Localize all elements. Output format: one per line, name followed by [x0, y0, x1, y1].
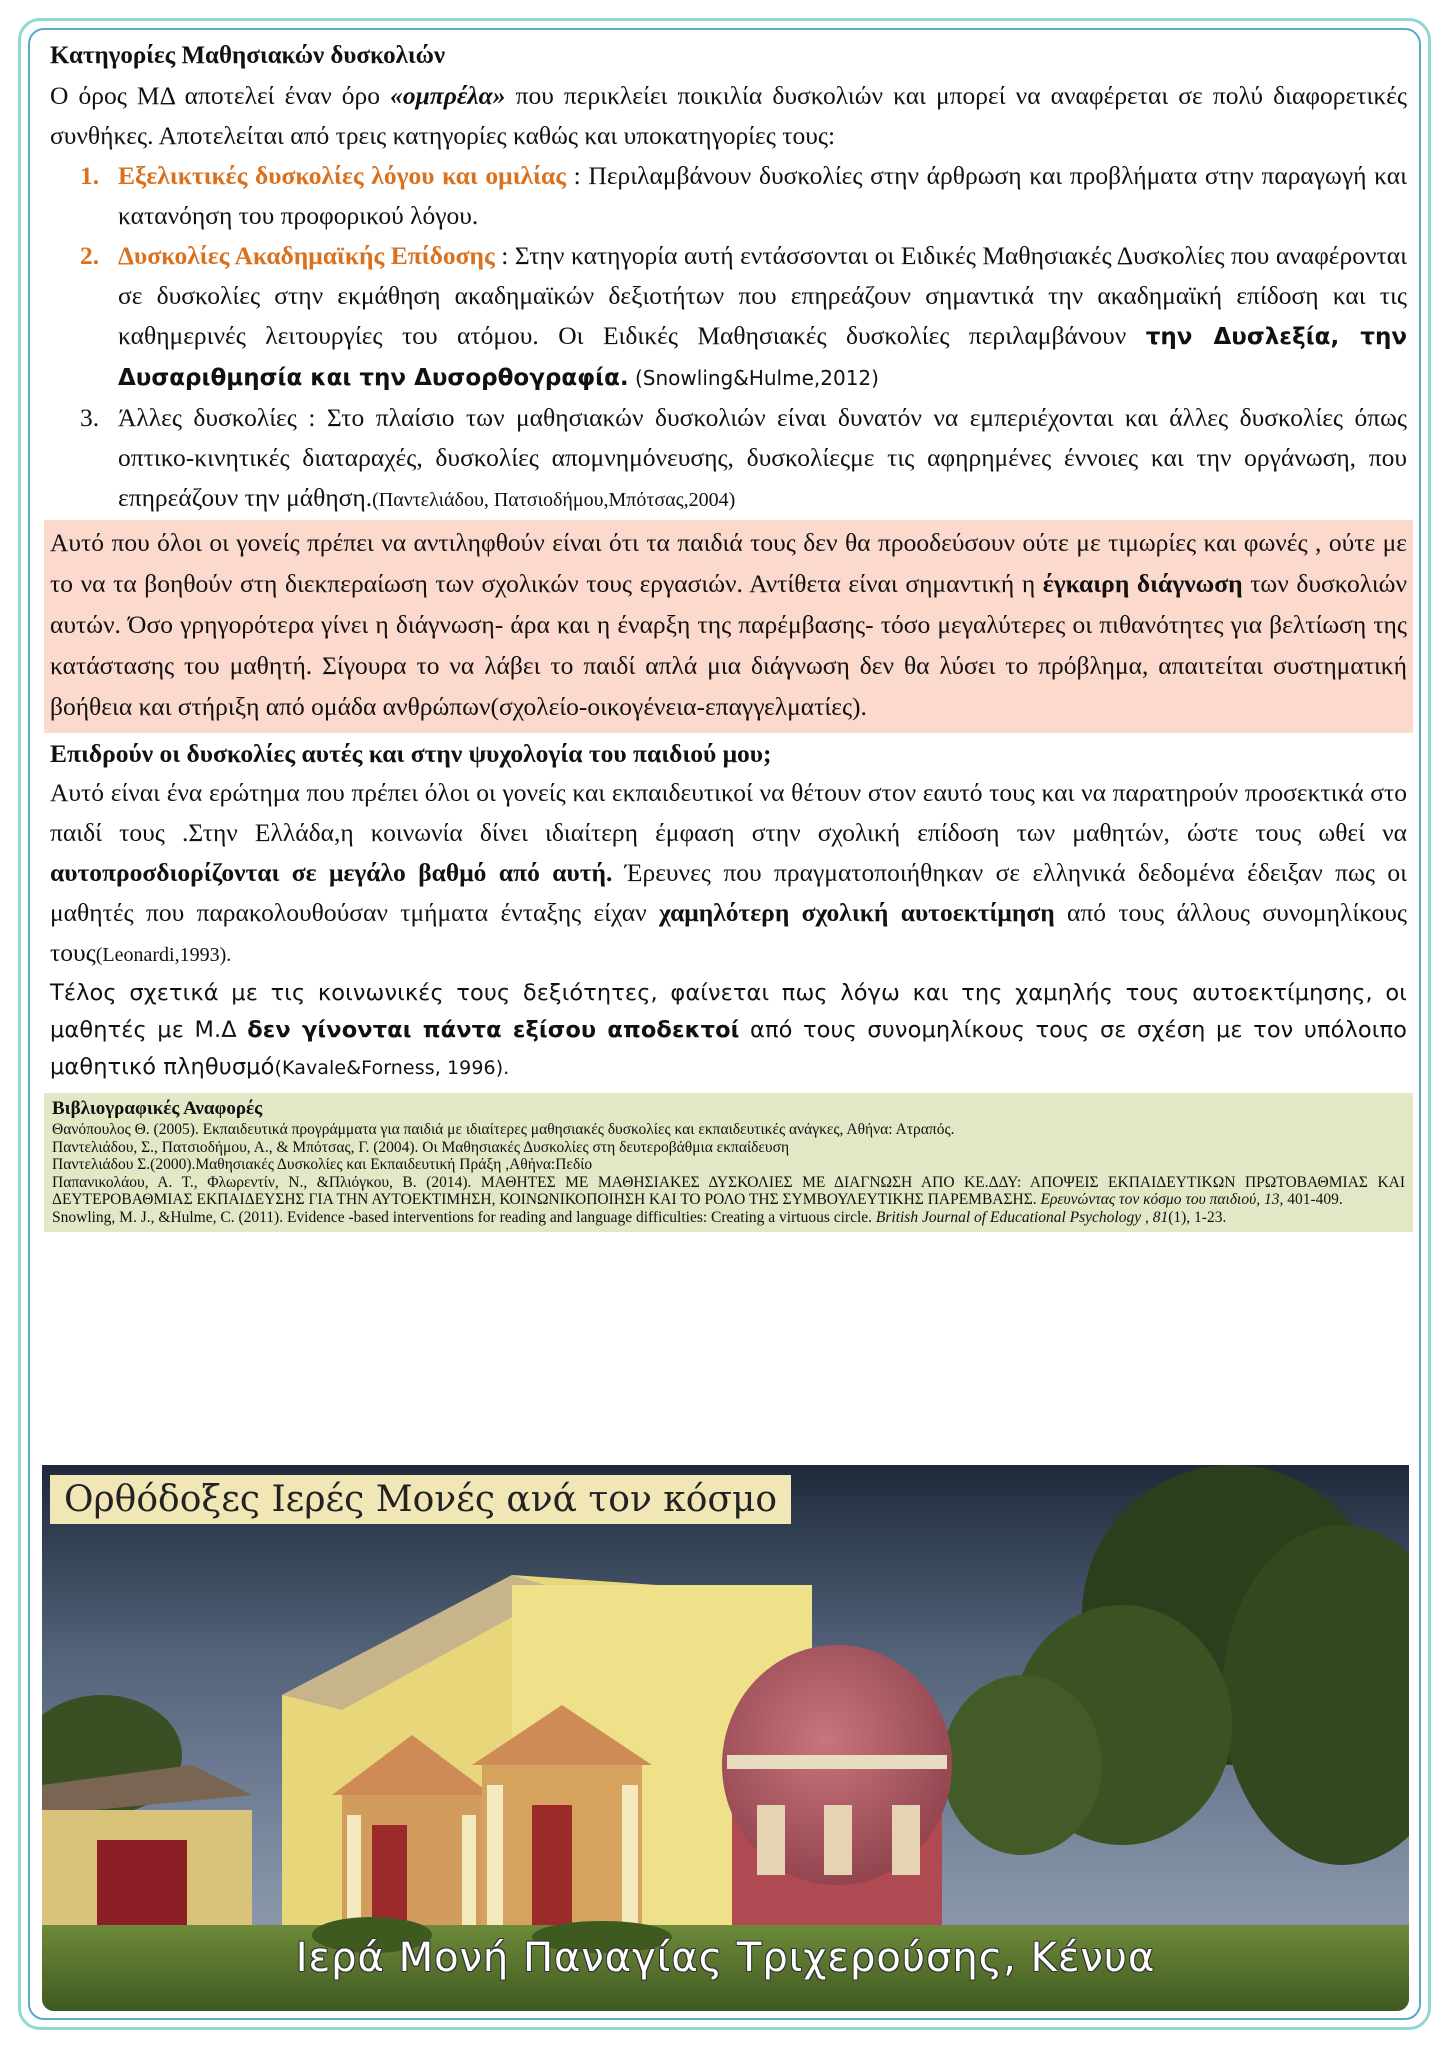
bib-item4-pages: 401-409. [1283, 1191, 1343, 1208]
bibliography-item [52, 1174, 1405, 1209]
list-number: 1. [80, 161, 100, 190]
parents-highlight-box [44, 520, 1413, 733]
list-item-text: : Περιλαμβάνουν δυσκολίες στην άρθρωση και προβλήματα στην παραγωγή και κατανόηση του προφορικού λόγου. [118, 161, 1407, 230]
list-item-reference: (Παντελιάδου, Πατσιοδήμου,Μπότσας,2004) [372, 489, 736, 511]
list-number: 3. [80, 403, 100, 432]
p1-bold-2: χαμηλότερη σχολική αυτοεκτίμηση [659, 898, 1055, 927]
p2-reference: (Kavale&Forness, 1996). [274, 1057, 510, 1079]
highlight-paragraph [50, 522, 1407, 727]
list-item-text: : Στην κατηγορία αυτή εντάσσονται οι Ειδικές Μαθησιακές Δυσκολίες που αναφέρονται σε δυσκολίες στην εκμάθηση ακαδημαϊκών δεξιοτήτων που επηρεάζουν σημαντικά την ακαδημαϊκή επίδοση και τις καθημερινές λειτουργίες του ατόμου. Οι Ειδικές Μαθησιακές δυσκολίες περιλαμβάνουν [118, 241, 1407, 350]
p2-bold: δεν γίνονται πάντα εξίσου αποδεκτοί [247, 1017, 740, 1043]
p2-text-b: από τους συνομηλίκους τους σε σχέση με τον υπόλοιπο μαθητικό πληθυσμό [50, 1017, 1407, 1080]
monastery-illustration [42, 1465, 1409, 2011]
bibliography-title: Βιβλιογραφικές Αναφορές [52, 1098, 263, 1119]
list-item [50, 156, 1407, 236]
section-title-categories: Κατηγορίες Μαθησιακών δυσκολιών [50, 42, 446, 69]
photo-title: Ορθόδοξες Ιερές Μονές ανά τον κόσμο [50, 1475, 791, 1524]
categories-list [50, 156, 1407, 520]
p1-bold-1: αυτοπροσδιορίζονται σε μεγάλο βαθμό από αυτή. [50, 858, 613, 887]
list-item [50, 398, 1407, 520]
p1-reference: (Leonardi,1993). [95, 944, 232, 966]
list-item-bold: την Δυσλεξία, την Δυσαριθμησία και την Δυσορθογραφία. [118, 324, 1407, 391]
bib-item4-text: Παπανικολάου, Α. Τ., Φλωρεντίν, Ν., &Πλιόγκου, Β. (2014). ΜΑΘΗΤΕΣ ΜΕ ΜΑΘΗΣΙΑΚΕΣ ΔΥΣΚΟΛΙΕΣ ΜΕ ΔΙΑΓΝΩΣΗ ΑΠΟ ΚΕ.ΔΔΥ: ΑΠΟΨΕΙΣ ΕΚΠΑΙΔΕΥΤΙΚΩΝ ΠΡΩΤΟΒΑΘΜΙΑΣ ΚΑΙ ΔΕΥΤΕΡΟΒΑΘΜΙΑΣ ΕΚΠΑΙΔΕΥΣΗΣ ΓΙΑ ΤΗΝ ΑΥΤΟΕΚΤΙΜΗΣΗ, ΚΟΙΝΩΝΙΚΟΠΟΙΗΣΗ ΚΑΙ ΤΟ ΡΟΛΟ ΤΗΣ ΣΥΜΒΟΥΛΕΥΤΙΚΗΣ ΠΑΡΕΜΒΑΣΗΣ. [52, 1173, 1405, 1208]
list-item [50, 236, 1407, 398]
highlight-bold: έγκαιρη διάγνωση [1042, 569, 1243, 598]
monastery-photo [42, 1465, 1409, 2011]
p1-text-b: Έρευνες που πραγματοποιήθηκαν σε ελληνικά δεδομένα έδειξαν πως οι μαθητές που παρακολουθούσαν τμήματα ένταξης είχαν [50, 858, 1407, 927]
p1-text-a: Αυτό είναι ένα ερώτημα που πρέπει όλοι οι γονείς και εκπαιδευτικοί να θέτουν στον εαυτό τους και να παρατηρούν προσεκτικά στο παιδί τους .Στην Ελλάδα,η κοινωνία δίνει ιδιαίτερη έμφαση στην σχολική επίδοση των μαθητών, ώστε τους ωθεί να [50, 778, 1407, 847]
bibliography-item: Παντελιάδου Σ.(2000).Μαθησιακές Δυσκολίες και Εκπαιδευτική Πράξη ,Αθήνα:Πεδίο [52, 1156, 593, 1173]
bib-item4-journal: Ερευνώντας τον κόσμο του παιδιού, 13, [1040, 1191, 1284, 1208]
bibliography-item [52, 1209, 1405, 1227]
intro-emphasis: «ομπρέλα» [390, 81, 506, 110]
intro-text-a: Ο όρος ΜΔ αποτελεί έναν όρο [50, 81, 391, 110]
list-item-text: Άλλες δυσκολίες : Στο πλαίσιο των μαθησιακών δυσκολιών είναι δυνατόν να εμπεριέχονται και άλλες δυσκολίες όπως οπτικο-κινητικές διαταραχές, δυσκολίες απομνημόνευσης, δυσκολίεςμε τις αφηρημένες έννοιες και την οργάνωση, που επηρεάζουν την μάθηση. [118, 403, 1407, 512]
list-item-reference: (Snowling&Hulme,2012) [628, 366, 879, 390]
p1-text-c: από τους άλλους συνομηλίκους τους [50, 898, 1407, 967]
bibliography-box [44, 1093, 1413, 1232]
bib-item5-journal: British Journal of Educational Psychology , 81 [875, 1208, 1169, 1226]
highlight-text-b: των δυσκολιών αυτών. Όσο γρηγορότερα γίνει η διάγνωση- άρα και η έναρξη της παρέμβασης- τόσο μεγαλύτερες οι πιθανότητες για βελτίωση της κατάστασης του μαθητή. Σίγουρα το να λάβει το παιδί απλά μια διάγνωση δεν θα λύσει το πρόβλημα, απαιτείται συστηματική βοήθεια και στήριξη από ομάδα ανθρώπων(σχολείο-οικογένεια-επαγγελματίες). [50, 569, 1407, 721]
article-content [50, 36, 1407, 1232]
bibliography-item: Παντελιάδου, Σ., Πατσιοδήμου, Α., & Μπότσας, Γ. (2004). Οι Μαθησιακές Δυσκολίες στη δευτεροβάθμια εκπαίδευση [52, 1138, 790, 1156]
section-title-psychology: Επιδρούν οι δυσκολίες αυτές και στην ψυχολογία του παιδιού μου; [50, 739, 772, 768]
bibliography-item: Θανόπουλος Θ. (2005). Εκπαιδευτικά προγράμματα για παιδιά με ιδιαίτερες μαθησιακές δυσκολίες και εκπαιδευτικές ανάγκες, Αθήνα: Ατραπός. [52, 1121, 955, 1138]
intro-text-b: που περικλείει ποικιλία δυσκολιών και μπορεί να αναφέρεται σε πολύ διαφορετικές συνθήκες. Αποτελείται από τρεις κατηγορίες καθώς και υποκατηγορίες τους: [50, 81, 1407, 150]
intro-paragraph [50, 76, 1407, 156]
psychology-paragraph-2 [50, 975, 1407, 1087]
psychology-paragraph-1 [50, 773, 1407, 975]
p2-text-a: Τέλος σχετικά με τις κοινωνικές τους δεξιότητες, φαίνεται πως λόγω και της χαμηλής τους αυτοεκτίμησης, οι μαθητές με Μ.Δ [50, 980, 1407, 1043]
highlight-text-a: Αυτό που όλοι οι γονείς πρέπει να αντιληφθούν είναι ότι τα παιδιά τους δεν θα προοδεύσουν ούτε με τιμωρίες και φωνές , ούτε με το να τα βοηθούν στη διεκπεραίωση των σχολικών τους εργασιών. Αντίθετα είναι σημαντική η [50, 528, 1407, 598]
bib-item5-pages: (1), 1-23. [1168, 1208, 1227, 1226]
photo-caption: Ιερά Μονή Παναγίας Τριχερούσης, Κένυα [295, 1935, 1156, 1981]
list-number: 2. [80, 241, 100, 270]
bib-item5-text: Snowling, M. J., &Hulme, C. (2011). Evidence -based interventions for reading and language difficulties: Creating a virtuous circle. [52, 1208, 876, 1226]
list-item-heading: Εξελικτικές δυσκολίες λόγου και ομιλίας [118, 161, 566, 190]
list-item-heading: Δυσκολίες Ακαδημαϊκής Επίδοσης [118, 241, 495, 270]
